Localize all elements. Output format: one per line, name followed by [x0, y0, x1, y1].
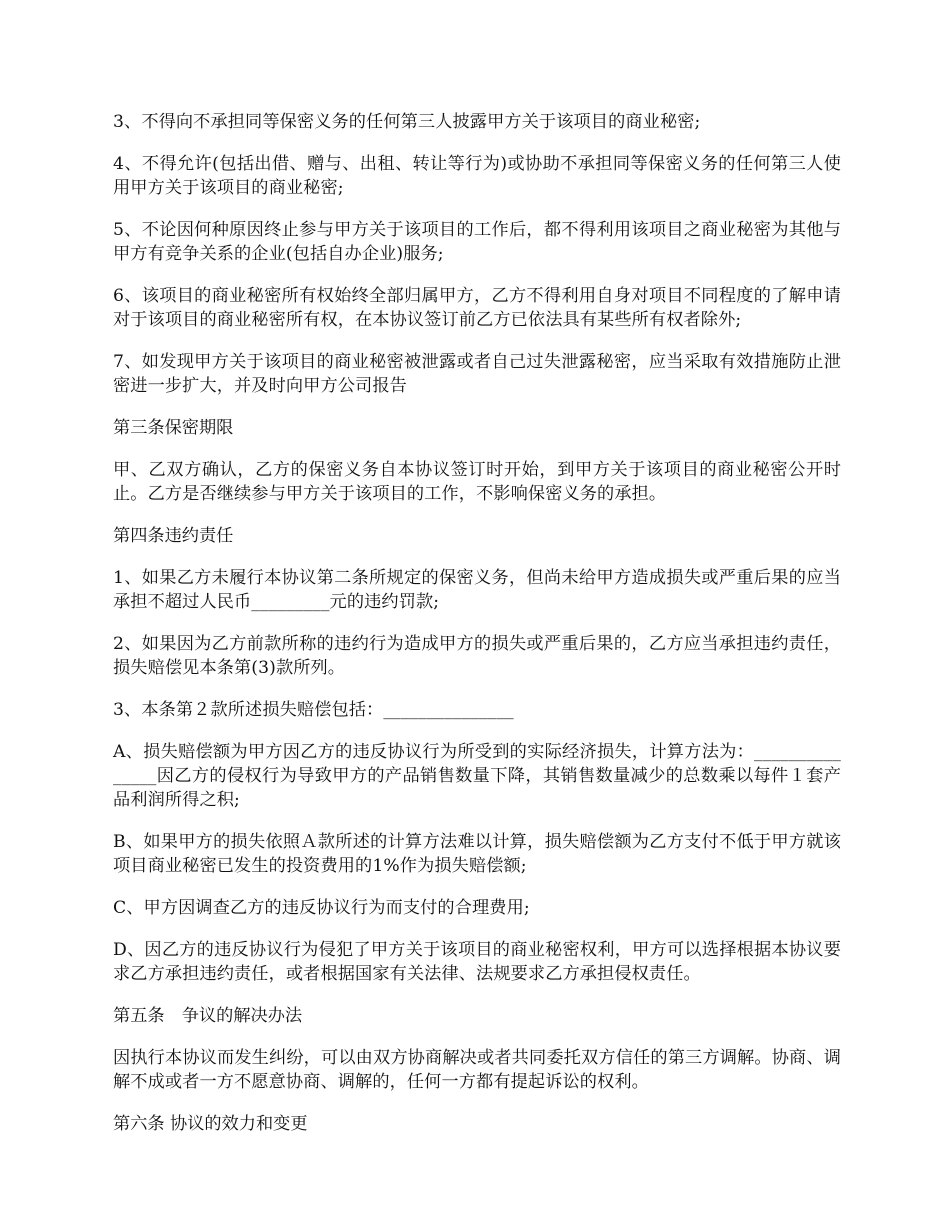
dispute-resolution-text: 因执行本协议而发生纠纷，可以由双方协商解决或者共同委托双方信任的第三方调解。协商、调解不成或者一方不愿意协商、调解的，任何一方都有提起诉讼的权利。: [113, 1048, 841, 1092]
clause-2-item-5: 5、不论因何种原因终止参与甲方关于该项目的工作后，都不得利用该项目之商业秘密为其他与甲方有竞争关系的企业(包括自办企业)服务;: [113, 220, 841, 264]
compensation-item-a: A、损失赔偿额为甲方因乙方的违反协议行为所受到的实际经济损失，计算方法为：_______________因乙方的侵权行为导致甲方的产品销售数量下降，其销售数量减少的总数乘以每件１套产品利润所得之积;: [113, 742, 841, 810]
liability-item-1: 1、如果乙方未履行本协议第二条所规定的保密义务，但尚未给甲方造成损失或严重后果的应当承担不超过人民币_________元的违约罚款;: [113, 568, 841, 612]
section-heading-article-4: 第四条违约责任: [113, 526, 234, 546]
clause-2-item-7: 7、如发现甲方关于该项目的商业秘密被泄露或者自己过失泄露秘密，应当采取有效措施防止泄密进一步扩大，并及时向甲方公司报告: [113, 352, 841, 396]
clause-2-item-3: 3、不得向不承担同等保密义务的任何第三人披露甲方关于该项目的商业秘密;: [113, 112, 701, 132]
clause-2-item-6: 6、该项目的商业秘密所有权始终全部归属甲方，乙方不得利用自身对项目不同程度的了解申请对于该项目的商业秘密所有权，在本协议签订前乙方已依法具有某些所有权者除外;: [113, 286, 841, 330]
compensation-item-d: D、因乙方的违反协议行为侵犯了甲方关于该项目的商业秘密权利，甲方可以选择根据本协议要求乙方承担违约责任，或者根据国家有关法律、法规要求乙方承担侵权责任。: [113, 940, 841, 984]
liability-item-3: 3、本条第２款所述损失赔偿包括：_______________: [113, 700, 514, 720]
compensation-item-c: C、甲方因调查乙方的违反协议行为而支付的合理费用;: [113, 898, 530, 918]
clause-2-item-4: 4、不得允许(包括出借、赠与、出租、转让等行为)或协助不承担同等保密义务的任何第三人使用甲方关于该项目的商业秘密;: [113, 154, 841, 198]
compensation-item-b: B、如果甲方的损失依照Ａ款所述的计算方法难以计算，损失赔偿额为乙方支付不低于甲方就该项目商业秘密已发生的投资费用的1%作为损失赔偿额;: [113, 832, 841, 876]
section-heading-article-6: 第六条 协议的效力和变更: [113, 1114, 308, 1134]
liability-item-2: 2、如果因为乙方前款所称的违约行为造成甲方的损失或严重后果的，乙方应当承担违约责任，损失赔偿见本条第(3)款所列。: [113, 634, 841, 678]
section-heading-article-3: 第三条保密期限: [113, 418, 234, 438]
document-page: [113, 110, 841, 1154]
confidentiality-period-text: 甲、乙双方确认，乙方的保密义务自本协议签订时开始，到甲方关于该项目的商业秘密公开时止。乙方是否继续参与甲方关于该项目的工作，不影响保密义务的承担。: [113, 460, 841, 504]
section-heading-article-5: 第五条 争议的解决办法: [113, 1006, 303, 1026]
